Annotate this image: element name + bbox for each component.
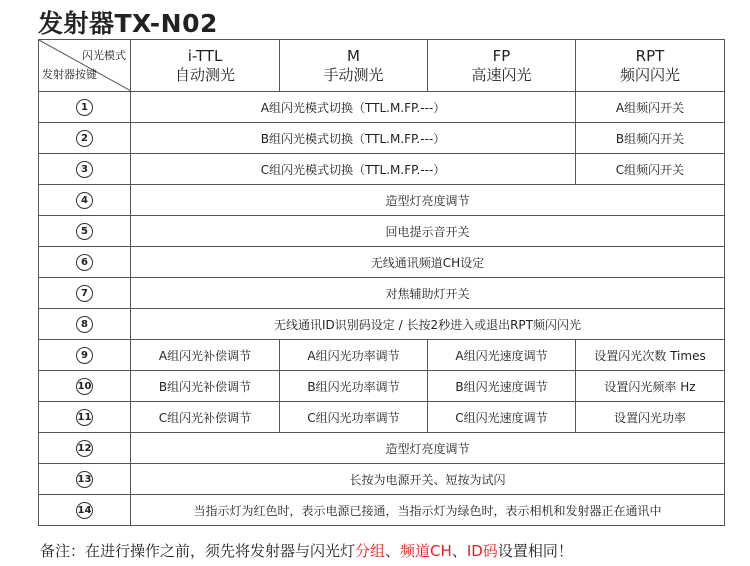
rpt-function-cell: C组频闪开关: [576, 154, 725, 185]
function-cell: B组闪光功率调节: [280, 371, 428, 402]
corner-label-mode: 闪光模式: [82, 49, 126, 62]
key-number-badge: 14: [76, 502, 93, 519]
key-number-badge: 3: [76, 161, 93, 178]
key-number-cell: [39, 216, 131, 247]
key-number-cell: [39, 402, 131, 433]
note-highlight-id: ID码: [466, 542, 498, 560]
function-cell: A组闪光补偿调节: [131, 340, 280, 371]
key-function-table: [38, 39, 725, 526]
column-header-line1: i-TTL: [187, 46, 223, 65]
table-body: [39, 40, 725, 526]
function-cell: 造型灯亮度调节: [131, 433, 725, 464]
footnote: [40, 540, 573, 561]
function-cell: C组闪光补偿调节: [131, 402, 280, 433]
function-cell: 回电提示音开关: [131, 216, 725, 247]
table-row: [39, 464, 725, 495]
table-row: [39, 247, 725, 278]
corner-header-cell: [39, 40, 131, 92]
column-header-rpt: [576, 40, 725, 92]
note-highlight-group: 分组: [355, 542, 386, 560]
key-number-badge: 5: [76, 223, 93, 240]
key-number-badge: 2: [76, 130, 93, 147]
key-number-badge: 1: [76, 99, 93, 116]
function-cell: 设置闪光频率 Hz: [576, 371, 725, 402]
key-number-cell: [39, 309, 131, 340]
function-cell: C组闪光功率调节: [280, 402, 428, 433]
function-cell: 无线通讯ID识别码设定 / 长按2秒进入或退出RPT频闪闪光: [131, 309, 725, 340]
rpt-function-cell: A组频闪开关: [576, 92, 725, 123]
note-separator: 、: [385, 542, 401, 560]
function-cell: 当指示灯为红色时，表示电源已接通，当指示灯为绿色时，表示相机和发射器正在通讯中: [131, 495, 725, 526]
corner-label-key: 发射器按键: [42, 68, 97, 81]
note-suffix: 设置相同！: [497, 542, 573, 560]
table-row: [39, 402, 725, 433]
table-row: [39, 340, 725, 371]
function-cell: C组闪光速度调节: [428, 402, 576, 433]
column-header-line2: 频闪闪光: [619, 65, 680, 84]
function-cell: B组闪光速度调节: [428, 371, 576, 402]
key-number-cell: [39, 433, 131, 464]
column-header-line2: 手动测光: [323, 65, 384, 84]
note-highlight-channel: 频道CH: [400, 542, 452, 560]
key-number-cell: [39, 340, 131, 371]
column-header-m: [280, 40, 428, 92]
function-cell: 设置闪光次数 Times: [576, 340, 725, 371]
function-cell: 设置闪光功率: [576, 402, 725, 433]
table-row: [39, 371, 725, 402]
column-header-line2: 自动测光: [174, 65, 235, 84]
key-number-cell: [39, 247, 131, 278]
key-number-cell: [39, 154, 131, 185]
key-number-badge: 13: [76, 471, 93, 488]
column-header-line1: FP: [492, 46, 511, 65]
mode-switch-cell: C组闪光模式切换（TTL.M.FP.---）: [131, 154, 576, 185]
key-number-cell: [39, 92, 131, 123]
mode-switch-cell: B组闪光模式切换（TTL.M.FP.---）: [131, 123, 576, 154]
key-number-cell: [39, 464, 131, 495]
key-number-badge: 12: [76, 440, 93, 457]
header-row: [39, 40, 725, 92]
key-number-badge: 11: [76, 409, 93, 426]
key-number-badge: 9: [76, 347, 93, 364]
table-row: [39, 278, 725, 309]
note-prefix: 备注：在进行操作之前，须先将发射器与闪光灯: [40, 542, 356, 560]
rpt-function-cell: B组频闪开关: [576, 123, 725, 154]
table-row: [39, 154, 725, 185]
key-number-badge: 6: [76, 254, 93, 271]
column-header-line1: M: [347, 46, 360, 65]
table-row: [39, 433, 725, 464]
column-header-fp: [428, 40, 576, 92]
table-row: [39, 92, 725, 123]
function-cell: A组闪光功率调节: [280, 340, 428, 371]
function-cell: B组闪光补偿调节: [131, 371, 280, 402]
key-number-badge: 10: [76, 378, 93, 395]
key-number-badge: 8: [76, 316, 93, 333]
key-number-cell: [39, 371, 131, 402]
function-cell: 无线通讯频道CH设定: [131, 247, 725, 278]
function-cell: 对焦辅助灯开关: [131, 278, 725, 309]
function-cell: A组闪光速度调节: [428, 340, 576, 371]
function-cell: 长按为电源开关、短按为试闪: [131, 464, 725, 495]
key-number-cell: [39, 123, 131, 154]
mode-switch-cell: A组闪光模式切换（TTL.M.FP.---）: [131, 92, 576, 123]
column-header-line1: RPT: [635, 46, 665, 65]
table-row: [39, 216, 725, 247]
note-separator: 、: [451, 542, 467, 560]
key-number-cell: [39, 185, 131, 216]
key-number-badge: 7: [76, 285, 93, 302]
function-cell: 造型灯亮度调节: [131, 185, 725, 216]
column-header-ittl: [131, 40, 280, 92]
table-row: [39, 123, 725, 154]
page-title: 发射器TX-N02: [38, 9, 218, 38]
table-row: [39, 309, 725, 340]
key-number-cell: [39, 278, 131, 309]
table-row: [39, 185, 725, 216]
column-header-line2: 高速闪光: [471, 65, 532, 84]
table-row: [39, 495, 725, 526]
key-number-cell: [39, 495, 131, 526]
key-number-badge: 4: [76, 192, 93, 209]
